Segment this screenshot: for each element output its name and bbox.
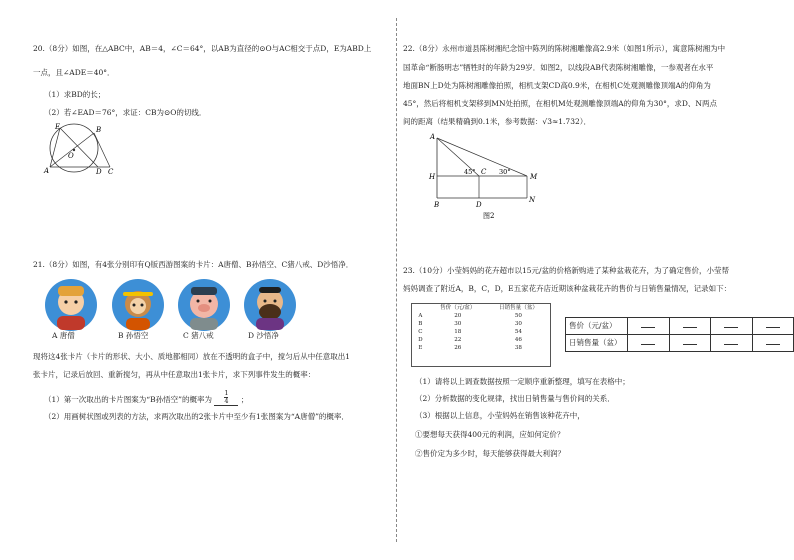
- table-header-row: [412, 304, 550, 312]
- answer-cell[interactable]: [669, 335, 710, 352]
- table-header: [412, 304, 429, 312]
- table-row: [412, 312, 550, 320]
- q23-line1: 23.（10分）小莹妈妈的花卉超市以15元/盆的价格新购进了某种盆栽花卉，为了确定售价，小莹帮: [403, 266, 730, 275]
- table-cell: 26: [454, 344, 462, 351]
- table-cell: A: [418, 312, 423, 319]
- q21-part1: [44, 389, 249, 408]
- q20-part2: （2）若∠EAD＝76°，求证：CB为⊙O的切线．: [44, 108, 207, 117]
- card-a-image: [44, 278, 98, 332]
- q21-line3: 张卡片，记录后放回、重新搅匀，再从中任意取出1张卡片，求下列事件发生的概率：: [33, 370, 316, 379]
- q20-line2: 一点，且∠ADE＝40°．: [33, 68, 115, 77]
- fraction-numerator: 1: [224, 389, 229, 397]
- q21-line1: 21.（8分）如图，有4张分别印有Q版西游图案的卡片：A唐僧、B孙悟空、C猪八戒、D沙悟净．: [33, 260, 354, 269]
- q23-sub3b: ②售价定为多少时，每天能够获得最大利润？: [415, 449, 565, 458]
- answer-cell[interactable]: [752, 318, 793, 335]
- table-header: 售价（元/盆）: [440, 304, 476, 311]
- answer-cell[interactable]: [711, 318, 752, 335]
- table-cell: 50: [514, 312, 522, 319]
- q22-line2: 国革命“断肠明志”牺牲时的年龄为29岁．如图2，以线段AB代表陈树湘雕像，一参观者在水平: [403, 63, 714, 72]
- table-cell: 20: [454, 312, 462, 319]
- table-cell: 30: [454, 320, 462, 327]
- table-row: [412, 328, 550, 336]
- q22-line1: 22.（8分）永州市道县陈树湘纪念馆中陈列的陈树湘雕像高2.9米（如图1所示），寓意陈树湘为中: [403, 44, 726, 53]
- table-cell: B: [418, 320, 423, 327]
- q22-line3: 地面BN上D处为陈树湘雕像拍照，相机支架CD高0.9米，在相机C处观测雕像顶端A的仰角为: [403, 81, 711, 90]
- table-cell: 38: [514, 344, 522, 351]
- answer-table: [565, 317, 794, 352]
- column-divider: [396, 18, 397, 542]
- table-cell: 18: [454, 328, 462, 335]
- q21-answer-blank: [214, 390, 238, 406]
- table-row: [412, 336, 550, 344]
- card-b-image: [111, 278, 165, 332]
- label-B: B: [96, 126, 102, 134]
- q23-line2: 妈妈调查了附近A，B，C，D，E五家花卉店近期该种盆栽花卉的售价与日销售量情况，记录如下：: [403, 284, 732, 293]
- q20-figure: [38, 122, 128, 177]
- q23-sub2: （2）分析数据的变化规律，找出日销售量与售价间的关系．: [415, 394, 615, 403]
- survey-table: [411, 303, 551, 367]
- label-D: D: [476, 201, 482, 209]
- answer-cell[interactable]: [628, 335, 669, 352]
- answer-cell[interactable]: [669, 318, 710, 335]
- card-d-image: [243, 278, 297, 332]
- angle-30: 30°: [499, 168, 511, 176]
- table-cell: 46: [514, 336, 522, 343]
- label-C: C: [108, 168, 114, 176]
- angle-45: 45°: [464, 168, 476, 176]
- card-d-label: D 沙悟净: [248, 331, 279, 340]
- card-b-label: B 孙悟空: [118, 331, 149, 340]
- q22-line5: 间的距离（结果精确到0.1米，参考数据：√3≈1.732）．: [403, 117, 591, 126]
- q21-part1-text: （1）第一次取出的卡片图案为“B孙悟空”的概率为: [44, 394, 212, 404]
- answer-row-price: [566, 318, 794, 335]
- answer-row-label: 售价（元/盆）: [566, 318, 628, 335]
- q23-sub1: （1）请将以上调查数据按照一定顺序重新整理，填写在表格中；: [415, 377, 630, 386]
- q21-line2: 现将这4张卡片（卡片的形状、大小、质地都相同）放在不透明的盒子中，搅匀后从中任意取出1: [33, 352, 351, 361]
- q21-part2: （2）用画树状图或列表的方法，求两次取出的2张卡片中至少有1张图案为“A唐僧”的概率．: [44, 412, 349, 421]
- table-cell: 22: [454, 336, 462, 343]
- card-c-image: [177, 278, 231, 332]
- fraction-denominator: 4: [224, 396, 229, 405]
- label-H: H: [429, 173, 436, 181]
- table-cell: E: [418, 344, 423, 351]
- label-M: M: [530, 173, 538, 181]
- answer-cell[interactable]: [711, 335, 752, 352]
- label-B: B: [434, 201, 440, 209]
- label-D: D: [96, 168, 102, 176]
- answer-row-label: 日销售量（盆）: [566, 335, 628, 352]
- q22-line4: 45°，然后将相机支架移到MN处拍照，在相机M处观测雕像顶端A的仰角为30°，求D、N两点: [403, 99, 717, 108]
- q23-sub3a: ①要想每天获得400元的利润，应如何定价？: [415, 430, 565, 439]
- label-E: E: [55, 123, 61, 131]
- q21-part1-end: ；: [240, 394, 249, 404]
- card-a-label: A 唐僧: [52, 331, 75, 340]
- label-N: N: [529, 196, 536, 204]
- table-row: [412, 344, 550, 352]
- table-cell: 54: [514, 328, 522, 335]
- label-A: A: [44, 167, 50, 175]
- answer-row-sales: [566, 335, 794, 352]
- q20-line1: 20.（8分）如图，在△ABC中，AB＝4，∠C＝64°，以AB为直径的⊙O与AC相交于点D，E为ABD上: [33, 44, 372, 53]
- q22-figure: [427, 130, 567, 222]
- label-C: C: [481, 168, 487, 176]
- table-header: 日销售量（盆）: [498, 304, 539, 311]
- table-cell: D: [418, 336, 423, 343]
- table-cell: C: [418, 328, 423, 335]
- label-A: A: [430, 133, 436, 141]
- figure-caption: 图2: [483, 212, 495, 220]
- survey-table-grid: [412, 304, 550, 352]
- table-row: [412, 320, 550, 328]
- card-c-label: C 猪八戒: [183, 331, 214, 340]
- table-cell: 30: [514, 320, 522, 327]
- answer-cell[interactable]: [752, 335, 793, 352]
- answer-cell[interactable]: [628, 318, 669, 335]
- answer-fraction: [224, 390, 228, 404]
- q23-sub3: （3）根据以上信息，小莹妈妈在销售该种花卉中，: [415, 411, 585, 420]
- label-O: O: [68, 152, 74, 160]
- q20-part1: （1）求BD的长；: [44, 90, 106, 99]
